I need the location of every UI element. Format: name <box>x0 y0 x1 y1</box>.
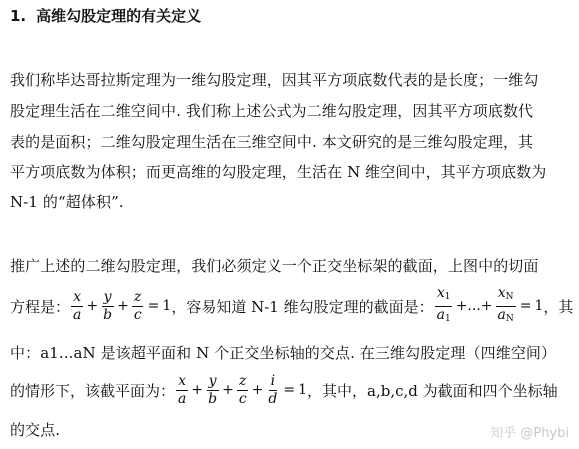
formula-hyperplane: $\frac{x_1}{a_1}$ +...+ $\frac{x_N}{a_N}$ = 1 <box>434 286 544 327</box>
zhihu-watermark: 知乎 @Phybi <box>490 426 569 441</box>
fraction-x1-over-a1: $\frac{x_1}{a_1}$ <box>436 284 451 324</box>
paragraph-2-line-1: 推广上述的二维勾股定理，我们必须定义一个正交坐标架的截面，上图中的切面 <box>10 257 539 275</box>
section-heading <box>10 4 201 28</box>
fraction-y-over-b: $\frac{y}{b}$ <box>208 372 218 407</box>
line-suffix: ，其中，a,b,c,d 为截面和四个坐标轴 <box>307 381 558 400</box>
line-prefix: 方程是： <box>10 297 71 316</box>
line-suffix: ，其 <box>543 297 574 316</box>
paragraph-1-line-4: 平方项底数为体积；而更高维的勾股定理，生活在 N 维空间中，其平方项底数为 <box>10 163 547 181</box>
section-title: 高维勾股定理的有关定义 <box>36 7 202 25</box>
paragraph-2-line-2 <box>10 284 574 324</box>
paragraph-2-line-3: 中：a1...aN 是该超平面和 N 个正交坐标轴的交点. 在三维勾股定理（四维空间） <box>10 344 557 362</box>
paragraph-2-line-4 <box>10 372 558 408</box>
paragraph-1-line-1: 我们称毕达哥拉斯定理为一维勾股定理，因其平方项底数代表的是长度；一维勾 <box>10 71 539 89</box>
paragraph-1-line-2: 股定理生活在二维空间中. 我们称上述公式为二维勾股定理，因其平方项底数代 <box>10 102 534 120</box>
section-number: 1. <box>10 7 27 25</box>
fraction-x-over-a: $\frac{x}{a}$ <box>178 372 187 407</box>
fraction-x-over-a: $\frac{x}{a}$ <box>73 288 82 323</box>
line-prefix: 的情形下，该截平面为： <box>10 381 176 400</box>
fraction-i-over-d: $\frac{i}{d}$ <box>268 372 278 407</box>
fraction-z-over-c: $\frac{z}{c}$ <box>238 372 247 407</box>
line-middle: ，容易知道 N-1 维勾股定理的截面是： <box>171 297 434 316</box>
fraction-y-over-b: $\frac{y}{b}$ <box>103 288 113 323</box>
paragraph-1-line-3: 表的是面积；二维勾股定理生活在三维空间中. 本文研究的是三维勾股定理，其 <box>10 133 534 151</box>
paragraph-2-line-5: 的交点. <box>10 421 61 439</box>
fraction-z-over-c: $\frac{z}{c}$ <box>133 288 142 323</box>
formula-plane-3d: $\frac{x}{a}$ + $\frac{y}{b}$ + $\frac{z}{c}$ = 1 <box>73 288 172 323</box>
formula-plane-4d: $\frac{x}{a}$ + $\frac{y}{b}$ + $\frac{z}{c}$ + $\frac{i}{d}$ = 1 <box>178 372 308 407</box>
fraction-xN-over-aN: $\frac{x_N}{a_N}$ <box>497 284 514 324</box>
paragraph-1-line-5: N-1 的“超体积”. <box>10 193 124 211</box>
